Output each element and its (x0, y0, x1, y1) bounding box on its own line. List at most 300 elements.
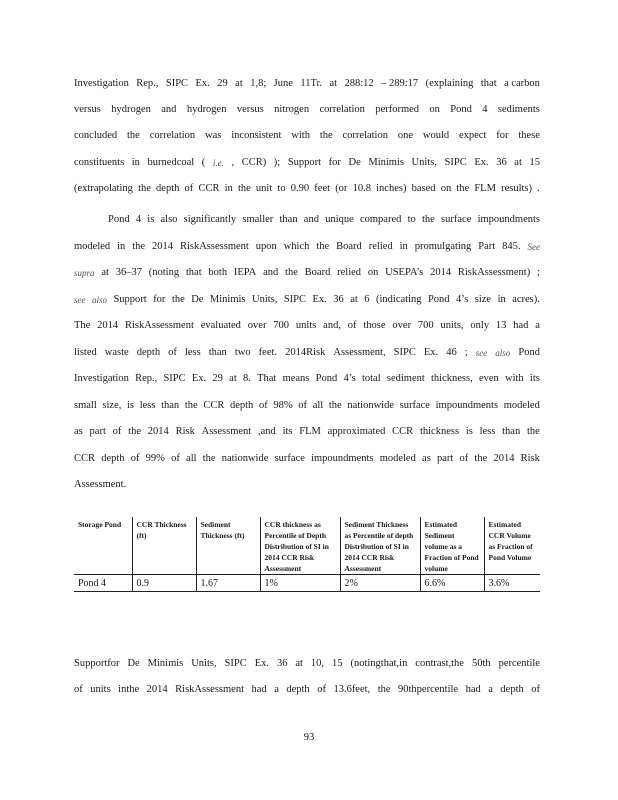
word: nationwide (221, 453, 269, 464)
word: 36–37 (115, 267, 142, 278)
word: contrast,the (415, 658, 464, 669)
word: in (117, 241, 126, 252)
word: Pond (427, 294, 450, 305)
word: SIPC (283, 294, 307, 305)
table-cell: 3.6% (484, 575, 540, 592)
word: than (279, 214, 298, 225)
word: surface (274, 453, 305, 464)
word: 50th (471, 658, 491, 669)
word: at (514, 157, 522, 168)
word: concluded (74, 130, 118, 141)
word: part (436, 453, 454, 464)
word: 29 (217, 78, 228, 89)
word: 36 (496, 157, 507, 168)
word: Part (478, 241, 496, 252)
word: impoundments (311, 453, 374, 464)
word: of (168, 347, 177, 358)
word: Assessment. (74, 479, 127, 490)
word: 90thpercentile (398, 684, 459, 695)
page-number: 93 (303, 732, 315, 743)
word: , (231, 157, 235, 168)
word: 1,8; (250, 78, 267, 89)
word: FLM (299, 426, 321, 437)
word: all (312, 400, 324, 411)
word: its (282, 426, 293, 437)
word: as (422, 453, 431, 464)
word: those (363, 320, 386, 331)
word: means (282, 373, 310, 384)
word: SIPC (163, 373, 186, 384)
word: Pond (518, 347, 540, 358)
word: nitrogen (274, 104, 310, 115)
text-line (74, 266, 540, 280)
word: 10.8 (352, 183, 371, 194)
word: 4’s (343, 373, 356, 384)
word: 2014 (147, 426, 169, 437)
word: the (319, 130, 333, 141)
word: the (285, 267, 298, 278)
word: (indicating (376, 294, 422, 305)
word: 10, (310, 658, 325, 669)
word: over (247, 320, 267, 331)
table-cell: 1.67 (196, 575, 260, 592)
word: 98% (273, 400, 293, 411)
word: two (234, 347, 251, 358)
word: 2014 (493, 453, 515, 464)
word: 2014 (152, 241, 174, 252)
data-table (74, 517, 540, 592)
word: size, (102, 400, 122, 411)
word: Assessment, (333, 347, 386, 358)
word: SIPC (444, 157, 467, 168)
word: and (303, 214, 319, 225)
word: 700 (273, 320, 290, 331)
word: Ex. (195, 78, 210, 89)
word: hydrogen (186, 104, 227, 115)
text-line (74, 657, 540, 671)
word: on (367, 267, 379, 278)
word: upon (255, 241, 277, 252)
word: at (235, 78, 243, 89)
text-line (74, 478, 540, 492)
word: 0.90 (290, 183, 310, 194)
word: at (229, 373, 237, 384)
word: the (138, 183, 151, 194)
word: i.e. (212, 158, 224, 168)
word: that (480, 78, 497, 89)
word: IEPA (233, 267, 257, 278)
word: 99% (145, 453, 165, 464)
word: Support (113, 294, 147, 305)
word: the (128, 426, 141, 437)
text-line (74, 372, 540, 386)
word: was (205, 130, 222, 141)
word: both (208, 267, 228, 278)
word: 36 (276, 658, 288, 669)
word: less (184, 347, 201, 358)
word: of (130, 453, 140, 464)
word: in (497, 294, 506, 305)
word: its (529, 373, 540, 384)
word: had (251, 684, 267, 695)
word: 288:12 (344, 78, 374, 89)
word: than (208, 347, 227, 358)
header-ccr-percentile: CCR thickness as Percentile of Depth Distribution of SI in 2014 CCR Risk Assessment (260, 517, 340, 575)
word: as (74, 426, 83, 437)
word: 13 (495, 320, 507, 331)
word: SIPC (165, 78, 189, 89)
header-storage-pond: Storage Pond (74, 517, 132, 575)
table-cell: 6.6% (420, 575, 484, 592)
word: (extrapolating (74, 183, 133, 194)
text-line (74, 77, 540, 91)
word: RiskAssessment (125, 320, 194, 331)
word: the (202, 453, 216, 464)
header-sediment-volume-fraction: Estimated Sediment volume as a Fraction of Pond volume (420, 517, 484, 575)
word: percentile (498, 658, 540, 669)
word: feet (314, 183, 331, 194)
header-ccr-thickness: CCR Thickness (ft) (132, 517, 196, 575)
word: inthe (118, 684, 140, 695)
word: (notingthat,in (350, 658, 408, 669)
word: correlation (319, 104, 365, 115)
word: Support (287, 157, 322, 168)
word: June (273, 78, 293, 89)
word: is (127, 400, 135, 411)
word: of (112, 426, 122, 437)
word: 13.6feet, (333, 684, 371, 695)
word: Minimis (147, 658, 184, 669)
word: for (153, 294, 166, 305)
word: De (191, 294, 204, 305)
word: promulgating (414, 241, 472, 252)
word: at (295, 658, 303, 669)
word: ); (273, 157, 281, 168)
word: inconsistent (231, 130, 282, 141)
text-line (74, 103, 540, 117)
word: (explaining (425, 78, 474, 89)
word: the (127, 130, 140, 141)
word: over (392, 320, 412, 331)
word: in (224, 183, 233, 194)
word: sediment (386, 373, 425, 384)
word: with (505, 373, 524, 384)
word: Investigation (74, 373, 129, 384)
word: one (397, 130, 414, 141)
word: Assessment (201, 426, 252, 437)
word: Pond (315, 373, 338, 384)
word: expect (458, 130, 487, 141)
word: (noting (148, 267, 180, 278)
word: would (422, 130, 450, 141)
word: see (475, 348, 488, 358)
word: units, (440, 320, 464, 331)
word: less (479, 426, 496, 437)
word: the (527, 426, 540, 437)
word: thickness (419, 426, 460, 437)
word: 11Tr. (300, 78, 323, 89)
text-line (108, 213, 540, 227)
text-line (74, 129, 540, 143)
word: compared (359, 214, 402, 225)
word: on (429, 104, 440, 115)
word: 4 (135, 214, 142, 225)
word: modeled (74, 241, 111, 252)
word: relied (337, 267, 362, 278)
word: less (139, 400, 156, 411)
word: that (185, 267, 202, 278)
word: Ex. (474, 157, 489, 168)
word: Rep., (136, 78, 159, 89)
word: 8. (242, 373, 251, 384)
text-line (74, 683, 540, 697)
word: listed (74, 347, 97, 358)
word: USEPA’s (385, 267, 424, 278)
word: surface (441, 214, 472, 225)
text-line (74, 399, 540, 413)
word: a (535, 320, 540, 331)
word: all (186, 453, 197, 464)
word: the (184, 400, 198, 411)
word: in (131, 157, 140, 168)
text-line (74, 319, 540, 333)
word: for (328, 157, 341, 168)
word: acres). (512, 294, 540, 305)
word: to (277, 183, 286, 194)
word: depth (156, 183, 180, 194)
word: and (161, 104, 177, 115)
word: SIPC (393, 347, 416, 358)
word: ,and (257, 426, 276, 437)
word: evaluated (200, 320, 241, 331)
word: is (465, 426, 473, 437)
word: approximated (327, 426, 386, 437)
word: the (171, 294, 185, 305)
word: thickness, (431, 373, 473, 384)
word: depth (500, 684, 524, 695)
word: inches) (376, 183, 407, 194)
text-line (74, 346, 540, 360)
word: the (328, 400, 342, 411)
text-line (74, 452, 540, 466)
word: the (377, 684, 391, 695)
word: 2014Risk (285, 347, 326, 358)
word: significantly (183, 214, 237, 225)
word: CCR (203, 400, 225, 411)
word: De (348, 157, 361, 168)
word: a carbon (504, 78, 540, 89)
word: 700 (417, 320, 434, 331)
text-line (74, 182, 540, 196)
word: RiskAssessment (175, 684, 245, 695)
word: 2014 (430, 267, 452, 278)
word: had (465, 684, 481, 695)
header-sediment-percentile: Sediment Thickness as Percentile of depth Distribution of SI in 2014 CCR Risk Assessment (340, 517, 420, 575)
word: . (537, 183, 540, 194)
word: CCR (74, 453, 96, 464)
word: results) (501, 183, 532, 194)
word: 15 (529, 157, 540, 168)
word: Supportfor (74, 658, 120, 669)
word: depth (286, 684, 310, 695)
word: even (478, 373, 499, 384)
word: Pond (450, 104, 472, 115)
table-cell: 0.9 (132, 575, 196, 592)
table-row (74, 575, 540, 592)
word: feet. (258, 347, 278, 358)
word: The (74, 320, 91, 331)
word: Investigation (74, 78, 129, 89)
word: these (518, 130, 540, 141)
table-cell: 2% (340, 575, 420, 592)
word: 29 (212, 373, 223, 384)
word: for (496, 130, 509, 141)
text-line (74, 156, 540, 170)
word: 6 (364, 294, 370, 305)
text-line (74, 240, 540, 254)
word: SIPC (224, 658, 247, 669)
word: see (74, 295, 86, 305)
word: De (127, 658, 140, 669)
word: FLM (474, 183, 496, 194)
word: at (329, 78, 338, 89)
word: small (74, 400, 97, 411)
word: 4’s (456, 294, 469, 305)
word: Risk (520, 453, 540, 464)
word: modeled (379, 453, 416, 464)
word: 36 (333, 294, 344, 305)
word: Ex. (312, 294, 327, 305)
word: modeled (503, 400, 540, 411)
word: ; (537, 267, 540, 278)
word: than (161, 400, 180, 411)
word: impoundments (477, 214, 540, 225)
word: of (184, 183, 194, 194)
word: the (316, 241, 330, 252)
word: surface (399, 400, 430, 411)
header-ccr-volume-fraction: Estimated CCR Volume as Fraction of Pond Volume (484, 517, 540, 575)
word: See (527, 242, 540, 252)
word: ( (201, 157, 206, 168)
word: Minimis (209, 294, 246, 305)
text-line (74, 293, 540, 307)
word: supra (74, 268, 95, 278)
word: with (291, 130, 310, 141)
word: Risk (175, 426, 195, 437)
word: also (160, 214, 178, 225)
word: of (459, 453, 469, 464)
word: the (237, 183, 251, 194)
word: part (89, 426, 106, 437)
word: ; (464, 347, 468, 358)
word: a (274, 684, 279, 695)
header-sediment-thickness: Sediment Thickness (ft) (196, 517, 260, 575)
word: CCR (392, 426, 414, 437)
word: unique (325, 214, 354, 225)
word: in (399, 241, 408, 252)
word: CCR) (241, 157, 267, 168)
word: 46 (446, 347, 457, 358)
word: Ex. (254, 658, 269, 669)
word: impoundments (435, 400, 499, 411)
word: constituents (74, 157, 125, 168)
word: 15 (332, 658, 343, 669)
table-cell: Pond 4 (74, 575, 132, 592)
word: of (531, 684, 540, 695)
word: relied (368, 241, 393, 252)
word: performed (375, 104, 420, 115)
word: versus (74, 104, 101, 115)
word: the (132, 241, 146, 252)
word: unit (255, 183, 273, 194)
word: Units, (191, 658, 217, 669)
word: at (101, 267, 109, 278)
word: Pond (108, 214, 130, 225)
word: also (495, 348, 511, 358)
word: RiskAssessment) (457, 267, 531, 278)
word: RiskAssessment (179, 241, 249, 252)
word: (or (335, 183, 348, 194)
word: sediments (497, 104, 540, 115)
word: to (407, 214, 416, 225)
word: of (298, 400, 308, 411)
word: Units, (411, 157, 437, 168)
word: total (361, 373, 381, 384)
word: – 289:17 (381, 78, 419, 89)
table-header-row (74, 517, 540, 575)
word: the (422, 214, 435, 225)
word: only (470, 320, 490, 331)
word: at (350, 294, 358, 305)
word: which (283, 241, 310, 252)
word: depth (229, 400, 254, 411)
word: and (263, 267, 279, 278)
word: Board (336, 241, 362, 252)
word: a (488, 684, 493, 695)
word: than (502, 426, 521, 437)
word: waste (104, 347, 129, 358)
word: depth (101, 453, 125, 464)
word: smaller (242, 214, 274, 225)
word: units (90, 684, 111, 695)
word: also (91, 295, 107, 305)
word: 4 (482, 104, 488, 115)
word: Board (304, 267, 331, 278)
word: CCR (198, 183, 220, 194)
word: Ex. (191, 373, 207, 384)
text-line (74, 425, 540, 439)
table-cell: 1% (260, 575, 340, 592)
word: of (317, 684, 326, 695)
word: nationwide (347, 400, 394, 411)
word: of (74, 684, 83, 695)
word: correlation (342, 130, 388, 141)
word: 2014 (97, 320, 119, 331)
word: of (347, 320, 357, 331)
word: burnedcoal (147, 157, 195, 168)
word: of (171, 453, 180, 464)
word: correlation (149, 130, 196, 141)
word: the (456, 183, 470, 194)
word: 845. (502, 241, 521, 252)
word: Minimis (368, 157, 404, 168)
word: and, (323, 320, 341, 331)
word: hydrogen (111, 104, 151, 115)
word: of (258, 400, 268, 411)
word: on (440, 183, 452, 194)
word: size (474, 294, 492, 305)
word: Ex. (423, 347, 439, 358)
